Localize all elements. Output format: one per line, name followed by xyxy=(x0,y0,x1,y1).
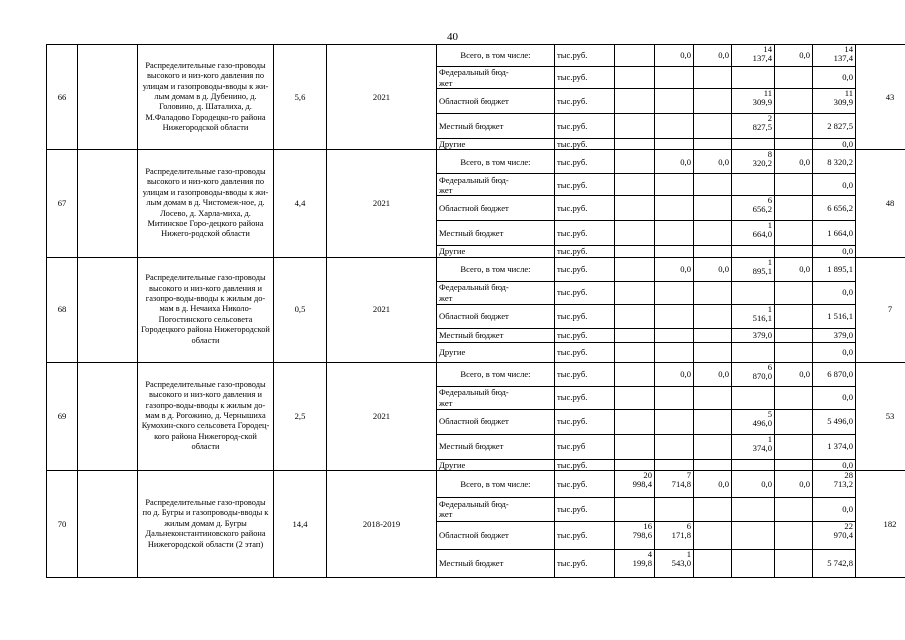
result-value: 43 xyxy=(856,45,905,150)
empty-cell xyxy=(78,150,138,257)
total-value: 8 320,2 xyxy=(813,150,856,174)
total-value: 6 870,0 xyxy=(813,362,856,386)
value-cell: 7 714,8 xyxy=(655,470,694,497)
total-value: 0,0 xyxy=(813,342,856,362)
value-cell: 20 998,4 xyxy=(615,470,655,497)
object-description: Распределительные газо-проводы высокого и низ-кого давления по улицам и газопроводы-вводы к жи-лым домам в д. Чистомеж-ное, д. Лосево, д. Харла-миха, д. Митинское Горо-децкого района Нижего-родской области xyxy=(138,150,274,257)
table-row xyxy=(47,257,905,281)
total-value: 1 516,1 xyxy=(813,304,856,328)
value-cell: 379,0 xyxy=(732,328,775,342)
value-cell: 0,0 xyxy=(732,470,775,497)
category-federal: Федеральный бюд- жет xyxy=(437,67,555,89)
value-cell: 2 827,5 xyxy=(732,114,775,139)
page-number: 40 xyxy=(447,31,458,43)
value-cell: 5 496,0 xyxy=(732,409,775,434)
table-row xyxy=(47,45,905,67)
category-regional: Областной бюджет xyxy=(437,196,555,221)
year-value: 2021 xyxy=(327,45,437,150)
value-cell: 0,0 xyxy=(775,150,813,174)
year-value: 2018-2019 xyxy=(327,470,437,577)
total-value: 0,0 xyxy=(813,67,856,89)
unit: тыс.руб. xyxy=(555,362,615,386)
year-value: 2021 xyxy=(327,150,437,257)
value-cell: 1 516,1 xyxy=(732,304,775,328)
category-other: Другие xyxy=(437,139,555,150)
value-cell: 6 171,8 xyxy=(655,521,694,549)
value-cell: 1 543,0 xyxy=(655,549,694,577)
value-cell: 1 895,1 xyxy=(732,257,775,281)
empty-cell xyxy=(78,362,138,470)
row-number: 67 xyxy=(47,150,78,257)
row-number: 66 xyxy=(47,45,78,150)
row-number: 70 xyxy=(47,470,78,577)
unit: тыс.руб. xyxy=(555,67,615,89)
unit: тыс.руб. xyxy=(555,459,615,470)
value-cell: 6 656,2 xyxy=(732,196,775,221)
unit: тыс.руб. xyxy=(555,304,615,328)
unit: тыс.руб. xyxy=(555,139,615,150)
category-total: Всего, в том числе: xyxy=(437,470,555,497)
unit: тыс.руб. xyxy=(555,281,615,304)
value-cell: 4 199,8 xyxy=(615,549,655,577)
value-cell: 0,0 xyxy=(655,45,694,67)
total-value: 5 742,8 xyxy=(813,549,856,577)
unit: тыс.руб. xyxy=(555,174,615,196)
category-federal: Федеральный бюд- жет xyxy=(437,497,555,521)
value-cell: 0,0 xyxy=(655,257,694,281)
value-cell: 0,0 xyxy=(655,150,694,174)
total-value: 0,0 xyxy=(813,139,856,150)
unit: тыс.руб. xyxy=(555,246,615,257)
category-local: Местный бюджет xyxy=(437,328,555,342)
unit: тыс.руб. xyxy=(555,409,615,434)
unit: тыс.руб. xyxy=(555,549,615,577)
length-value: 4,4 xyxy=(274,150,327,257)
value-cell: 0,0 xyxy=(694,150,732,174)
total-value: 379,0 xyxy=(813,328,856,342)
unit: тыс.руб xyxy=(555,434,615,459)
year-value: 2021 xyxy=(327,362,437,470)
total-value: 6 656,2 xyxy=(813,196,856,221)
object-description: Распределительные газо-проводы по д. Бугры и газопроводы-вводы к жилым домам д. Бугры Дальнеконстантиновского района Нижегородской области (2 этап) xyxy=(138,470,274,577)
total-value: 0,0 xyxy=(813,459,856,470)
budget-table xyxy=(46,44,905,578)
table-row xyxy=(47,470,905,497)
value-cell: 0,0 xyxy=(775,45,813,67)
unit: тыс.руб. xyxy=(555,470,615,497)
category-federal: Федеральный бюд- жет xyxy=(437,281,555,304)
category-other: Другие xyxy=(437,246,555,257)
total-value: 1 374,0 xyxy=(813,434,856,459)
category-federal: Федеральный бюд- жет xyxy=(437,386,555,409)
value-cell: 0,0 xyxy=(775,362,813,386)
total-value: 5 496,0 xyxy=(813,409,856,434)
year-value: 2021 xyxy=(327,257,437,362)
total-value: 0,0 xyxy=(813,174,856,196)
empty-cell xyxy=(78,257,138,362)
unit: тыс.руб. xyxy=(555,497,615,521)
value-cell: 0,0 xyxy=(694,45,732,67)
total-value: 14 137,4 xyxy=(813,45,856,67)
unit: тыс.руб. xyxy=(555,521,615,549)
unit: тыс.руб. xyxy=(555,342,615,362)
category-other: Другие xyxy=(437,459,555,470)
total-value: 0,0 xyxy=(813,246,856,257)
value-cell: 0,0 xyxy=(694,257,732,281)
unit: тыс.руб. xyxy=(555,114,615,139)
category-total: Всего, в том числе: xyxy=(437,257,555,281)
unit: тыс.руб. xyxy=(555,45,615,67)
length-value: 0,5 xyxy=(274,257,327,362)
unit: тыс.руб. xyxy=(555,221,615,246)
total-value: 28 713,2 xyxy=(813,470,856,497)
total-value: 11 309,9 xyxy=(813,89,856,114)
value-cell: 11 309,9 xyxy=(732,89,775,114)
unit: тыс.руб. xyxy=(555,328,615,342)
value-cell: 6 870,0 xyxy=(732,362,775,386)
unit: тыс.руб. xyxy=(555,89,615,114)
result-value: 48 xyxy=(856,150,905,257)
category-local: Местный бюджет xyxy=(437,114,555,139)
table-row xyxy=(47,150,905,174)
length-value: 14,4 xyxy=(274,470,327,577)
category-total: Всего, в том числе: xyxy=(437,150,555,174)
total-value: 1 895,1 xyxy=(813,257,856,281)
category-regional: Областной бюджет xyxy=(437,409,555,434)
unit: тыс.руб. xyxy=(555,257,615,281)
total-value: 22 970,4 xyxy=(813,521,856,549)
unit: тыс.руб. xyxy=(555,150,615,174)
length-value: 5,6 xyxy=(274,45,327,150)
row-number: 68 xyxy=(47,257,78,362)
total-value: 0,0 xyxy=(813,497,856,521)
value-cell: 1 664,0 xyxy=(732,221,775,246)
total-value: 1 664,0 xyxy=(813,221,856,246)
total-value: 0,0 xyxy=(813,281,856,304)
result-value: 53 xyxy=(856,362,905,470)
value-cell: 0,0 xyxy=(775,257,813,281)
value-cell: 8 320,2 xyxy=(732,150,775,174)
category-total: Всего, в том числе: xyxy=(437,362,555,386)
total-value: 0,0 xyxy=(813,386,856,409)
value-cell: 0,0 xyxy=(694,362,732,386)
value-cell: 14 137,4 xyxy=(732,45,775,67)
object-description: Распределительные газо-проводы высокого и низ-кого давления по улицам и газопроводы-вводы к жи-лым домам в д. Дубенино, д. Головино, д. Шаталиха, д. М.Фаладово Городецко-го района Нижегородской области xyxy=(138,45,274,150)
object-description: Распределительные газо-проводы высокого и низ-кого давления и газопро-воды-вводы к жилым до-мам в д. Рогожино, д. Чернышиха Кумохин-ского сельсовета Городец-кого района Нижегород-ской области xyxy=(138,362,274,470)
unit: тыс.руб. xyxy=(555,196,615,221)
category-local: Местный бюджет xyxy=(437,434,555,459)
value-cell: 16 798,6 xyxy=(615,521,655,549)
category-total: Всего, в том числе: xyxy=(437,45,555,67)
category-regional: Областной бюджет xyxy=(437,304,555,328)
category-local: Местный бюджет xyxy=(437,221,555,246)
row-number: 69 xyxy=(47,362,78,470)
value-cell: 1 374,0 xyxy=(732,434,775,459)
value-cell: 0,0 xyxy=(775,470,813,497)
value-cell: 0,0 xyxy=(694,470,732,497)
total-value: 2 827,5 xyxy=(813,114,856,139)
value-cell xyxy=(615,45,655,67)
length-value: 2,5 xyxy=(274,362,327,470)
result-value: 182 xyxy=(856,470,905,577)
category-regional: Областной бюджет xyxy=(437,89,555,114)
category-local: Местный бюджет xyxy=(437,549,555,577)
result-value: 7 xyxy=(856,257,905,362)
empty-cell xyxy=(78,45,138,150)
category-federal: Федеральный бюд- жет xyxy=(437,174,555,196)
unit: тыс.руб. xyxy=(555,386,615,409)
value-cell: 0,0 xyxy=(655,362,694,386)
category-other: Другие xyxy=(437,342,555,362)
table-row xyxy=(47,362,905,386)
empty-cell xyxy=(78,470,138,577)
category-regional: Областной бюджет xyxy=(437,521,555,549)
object-description: Распределительные газо-проводы высокого и низ-кого давления и газопро-воды-вводы к жилым до-мам в д. Нечаиха Николо-Погостинского сельсовета Городецкого района Нижегородской области xyxy=(138,257,274,362)
